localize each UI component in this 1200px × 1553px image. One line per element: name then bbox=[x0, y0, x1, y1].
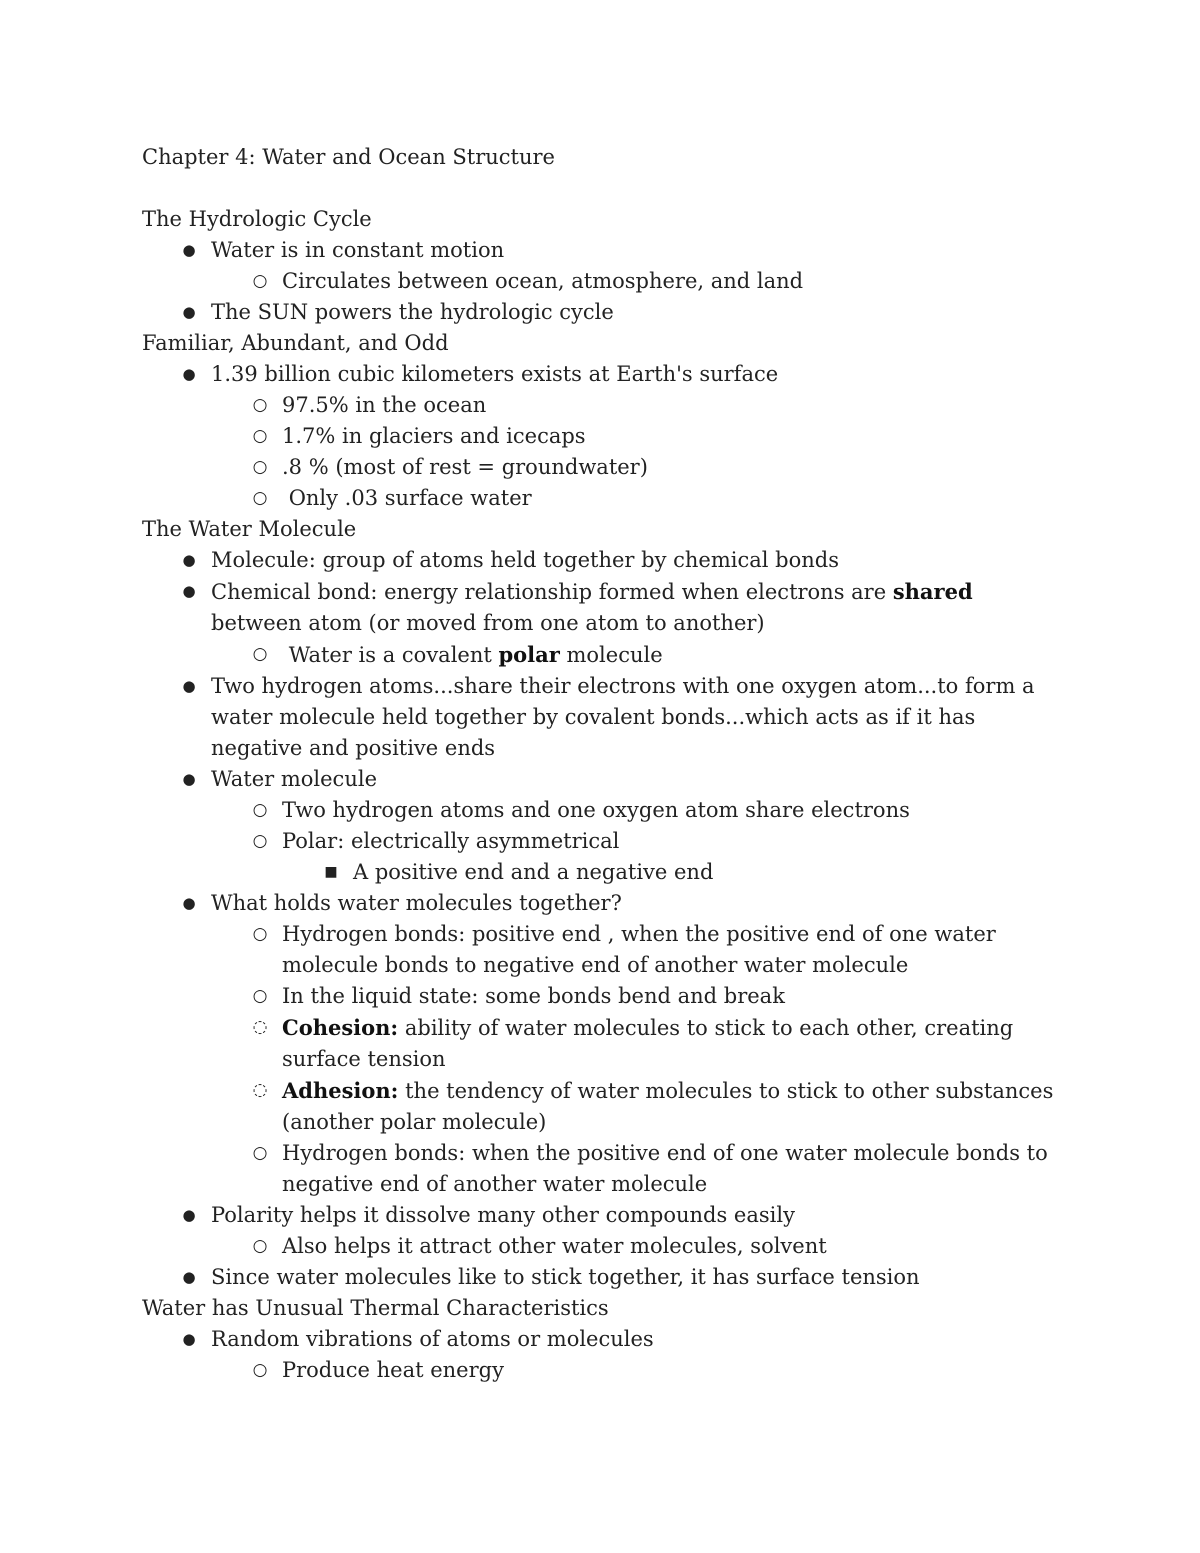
square-bullet-icon: ■ bbox=[324, 864, 338, 880]
list-item bbox=[252, 483, 1062, 514]
item-text: Since water molecules like to stick together, it has surface tension bbox=[211, 1265, 920, 1289]
dot-bullet-icon: ● bbox=[182, 770, 196, 788]
item-text: Polarity helps it dissolve many other compounds easily bbox=[211, 1203, 795, 1227]
dot-bullet-icon: ● bbox=[182, 551, 196, 569]
dot-bullet-icon: ● bbox=[182, 1268, 196, 1286]
section-heading: The Water Molecule bbox=[142, 517, 357, 541]
bullet-list bbox=[142, 545, 1062, 1293]
circle-bullet-icon: ○ bbox=[252, 924, 268, 944]
list-item bbox=[252, 1231, 1062, 1262]
dot-bullet-icon: ● bbox=[182, 582, 196, 600]
item-text: Two hydrogen atoms and one oxygen atom share electrons bbox=[282, 798, 910, 822]
list-item bbox=[252, 1355, 1062, 1386]
item-text: molecule bbox=[559, 643, 663, 667]
section bbox=[142, 204, 1062, 328]
sections-container bbox=[142, 204, 1062, 1386]
list-item bbox=[252, 452, 1062, 483]
item-text: A positive end and a negative end bbox=[353, 860, 714, 884]
circle-bullet-icon: ○ bbox=[252, 831, 268, 851]
dot-bullet-icon: ● bbox=[182, 1330, 196, 1348]
item-text: In the liquid state: some bonds bend and break bbox=[282, 984, 785, 1008]
item-text: Hydrogen bonds: positive end , when the positive end of one water molecule bonds to negative end of another water molecule bbox=[282, 922, 1003, 977]
circle-bullet-icon: ○ bbox=[252, 426, 268, 446]
list-item bbox=[252, 266, 1062, 297]
list-item bbox=[252, 795, 1062, 826]
dot-bullet-icon: ● bbox=[182, 365, 196, 383]
bold-term: Cohesion: bbox=[282, 1015, 399, 1040]
document-body bbox=[142, 142, 1062, 1386]
item-text: the tendency of water molecules to stick to other substances (another polar molecule) bbox=[282, 1079, 1061, 1134]
list-item bbox=[252, 390, 1062, 421]
circle-bullet-icon: ◌ bbox=[252, 1080, 268, 1100]
dot-bullet-icon: ● bbox=[182, 1206, 196, 1224]
circle-bullet-icon: ○ bbox=[252, 1236, 268, 1256]
list-item bbox=[182, 1200, 1062, 1231]
circle-bullet-icon: ◌ bbox=[252, 1017, 268, 1037]
circle-bullet-icon: ○ bbox=[252, 644, 268, 664]
list-item bbox=[182, 235, 1062, 266]
bullet-list bbox=[142, 359, 1062, 514]
bullet-list bbox=[142, 235, 1062, 328]
list-item bbox=[252, 981, 1062, 1012]
item-text: 97.5% in the ocean bbox=[282, 393, 487, 417]
item-text: Two hydrogen atoms...share their electrons with one oxygen atom...to form a water molecule held together by covalent bonds...which acts as if it has negative and positive ends bbox=[211, 674, 1042, 760]
item-text: Chemical bond: energy relationship formed when electrons are bbox=[211, 580, 893, 604]
list-item bbox=[252, 1012, 1062, 1075]
item-text: The SUN powers the hydrologic cycle bbox=[211, 300, 614, 324]
bold-term: polar bbox=[498, 642, 560, 667]
item-text: Produce heat energy bbox=[282, 1358, 504, 1382]
list-item bbox=[182, 545, 1062, 576]
section bbox=[142, 328, 1062, 514]
section bbox=[142, 514, 1062, 1293]
dot-bullet-icon: ● bbox=[182, 241, 196, 259]
list-item bbox=[182, 1324, 1062, 1355]
item-text: Also helps it attract other water molecules, solvent bbox=[282, 1234, 827, 1258]
bullet-list bbox=[142, 1324, 1062, 1386]
list-item bbox=[182, 576, 1062, 639]
item-text: Circulates between ocean, atmosphere, and land bbox=[282, 269, 804, 293]
list-item bbox=[252, 919, 1062, 981]
circle-bullet-icon: ○ bbox=[252, 986, 268, 1006]
item-text: 1.39 billion cubic kilometers exists at Earth's surface bbox=[211, 362, 779, 386]
list-item bbox=[182, 1262, 1062, 1293]
list-item bbox=[252, 1138, 1062, 1200]
item-text: Hydrogen bonds: when the positive end of one water molecule bonds to negative end of another water molecule bbox=[282, 1141, 1055, 1196]
circle-bullet-icon: ○ bbox=[252, 1360, 268, 1380]
item-text: ability of water molecules to stick to each other, creating surface tension bbox=[282, 1016, 1020, 1071]
circle-bullet-icon: ○ bbox=[252, 800, 268, 820]
item-text: What holds water molecules together? bbox=[211, 891, 622, 915]
list-item bbox=[324, 857, 1062, 888]
bold-term: shared bbox=[892, 579, 973, 604]
item-text: Polar: electrically asymmetrical bbox=[282, 829, 620, 853]
item-text: Water is in constant motion bbox=[211, 238, 505, 262]
dot-bullet-icon: ● bbox=[182, 303, 196, 321]
list-item bbox=[252, 639, 1062, 671]
item-text: Water molecule bbox=[211, 767, 377, 791]
circle-bullet-icon: ○ bbox=[252, 1143, 268, 1163]
list-item bbox=[252, 421, 1062, 452]
item-text: .8 % (most of rest = groundwater) bbox=[282, 455, 648, 479]
item-text: between atom (or moved from one atom to another) bbox=[211, 580, 980, 635]
circle-bullet-icon: ○ bbox=[252, 457, 268, 477]
circle-bullet-icon: ○ bbox=[252, 488, 268, 508]
item-text: Water is a covalent bbox=[282, 643, 499, 667]
item-text: Random vibrations of atoms or molecules bbox=[211, 1327, 654, 1351]
list-item bbox=[182, 359, 1062, 390]
section-heading: Familiar, Abundant, and Odd bbox=[142, 331, 449, 355]
list-item bbox=[182, 888, 1062, 919]
page-title: Chapter 4: Water and Ocean Structure bbox=[142, 145, 555, 169]
section-heading: Water has Unusual Thermal Characteristics bbox=[142, 1296, 609, 1320]
dot-bullet-icon: ● bbox=[182, 677, 196, 695]
list-item bbox=[252, 1075, 1062, 1138]
item-text: Molecule: group of atoms held together by chemical bonds bbox=[211, 548, 839, 572]
list-item bbox=[252, 826, 1062, 857]
circle-bullet-icon: ○ bbox=[252, 271, 268, 291]
dot-bullet-icon: ● bbox=[182, 894, 196, 912]
section-heading: The Hydrologic Cycle bbox=[142, 207, 372, 231]
list-item bbox=[182, 671, 1062, 764]
list-item bbox=[182, 297, 1062, 328]
list-item bbox=[182, 764, 1062, 795]
item-text: Only .03 surface water bbox=[282, 486, 532, 510]
bold-term: Adhesion: bbox=[282, 1078, 399, 1103]
circle-bullet-icon: ○ bbox=[252, 395, 268, 415]
item-text: 1.7% in glaciers and icecaps bbox=[282, 424, 586, 448]
section bbox=[142, 1293, 1062, 1386]
